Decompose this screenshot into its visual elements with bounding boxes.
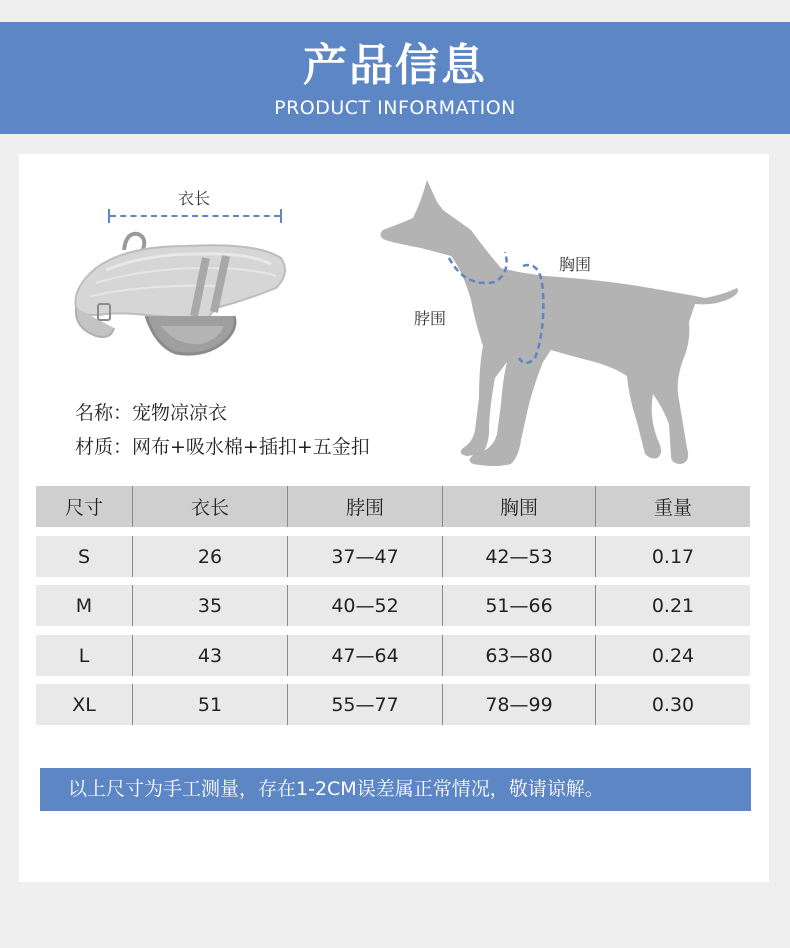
table-cell: 0.24 (651, 644, 695, 667)
table-cell: 42—53 (443, 536, 596, 577)
header-cell: 胸围 (443, 486, 596, 527)
table-row (36, 684, 750, 725)
vest-image (66, 228, 296, 378)
table-row (36, 585, 750, 626)
product-name: 名称：宠物凉凉衣 (75, 402, 228, 424)
table-cell: 0.17 (651, 545, 695, 568)
length-label: 衣长 (178, 189, 211, 208)
table-header-row (36, 486, 750, 527)
product-material: 材质：网布+吸水棉+插扣+五金扣 (75, 436, 370, 458)
table-cell: 0.30 (651, 693, 695, 716)
table-cell: S (36, 536, 133, 577)
table-row (36, 536, 750, 577)
page-subtitle: PRODUCT INFORMATION (274, 97, 516, 119)
table-cell: XL (36, 684, 133, 725)
table-cell: 51—66 (443, 585, 596, 626)
table-cell: 47—64 (288, 635, 443, 676)
header-cell: 衣长 (133, 486, 288, 527)
header-cell: 重量 (653, 497, 692, 519)
table-cell: 43 (133, 635, 288, 676)
header-banner (0, 22, 790, 134)
table-row (36, 635, 750, 676)
table-cell: 0.21 (651, 594, 695, 617)
page-title: 产品信息 (303, 40, 487, 91)
measurement-note: 以上尺寸为手工测量，存在1-2CM误差属正常情况，敬请谅解。 (40, 768, 751, 811)
table-cell: 26 (133, 536, 288, 577)
table-cell: 35 (133, 585, 288, 626)
neck-label: 脖围 (414, 309, 447, 328)
table-cell: 37—47 (288, 536, 443, 577)
table-cell: 55—77 (288, 684, 443, 725)
table-cell: 78—99 (443, 684, 596, 725)
table-cell: 63—80 (443, 635, 596, 676)
header-cell: 尺寸 (36, 486, 133, 527)
table-cell: 51 (133, 684, 288, 725)
table-cell: 40—52 (288, 585, 443, 626)
table-cell: M (36, 585, 133, 626)
length-measure-line (110, 215, 280, 217)
table-cell: L (36, 635, 133, 676)
chest-label: 胸围 (559, 255, 592, 274)
header-cell: 脖围 (288, 486, 443, 527)
